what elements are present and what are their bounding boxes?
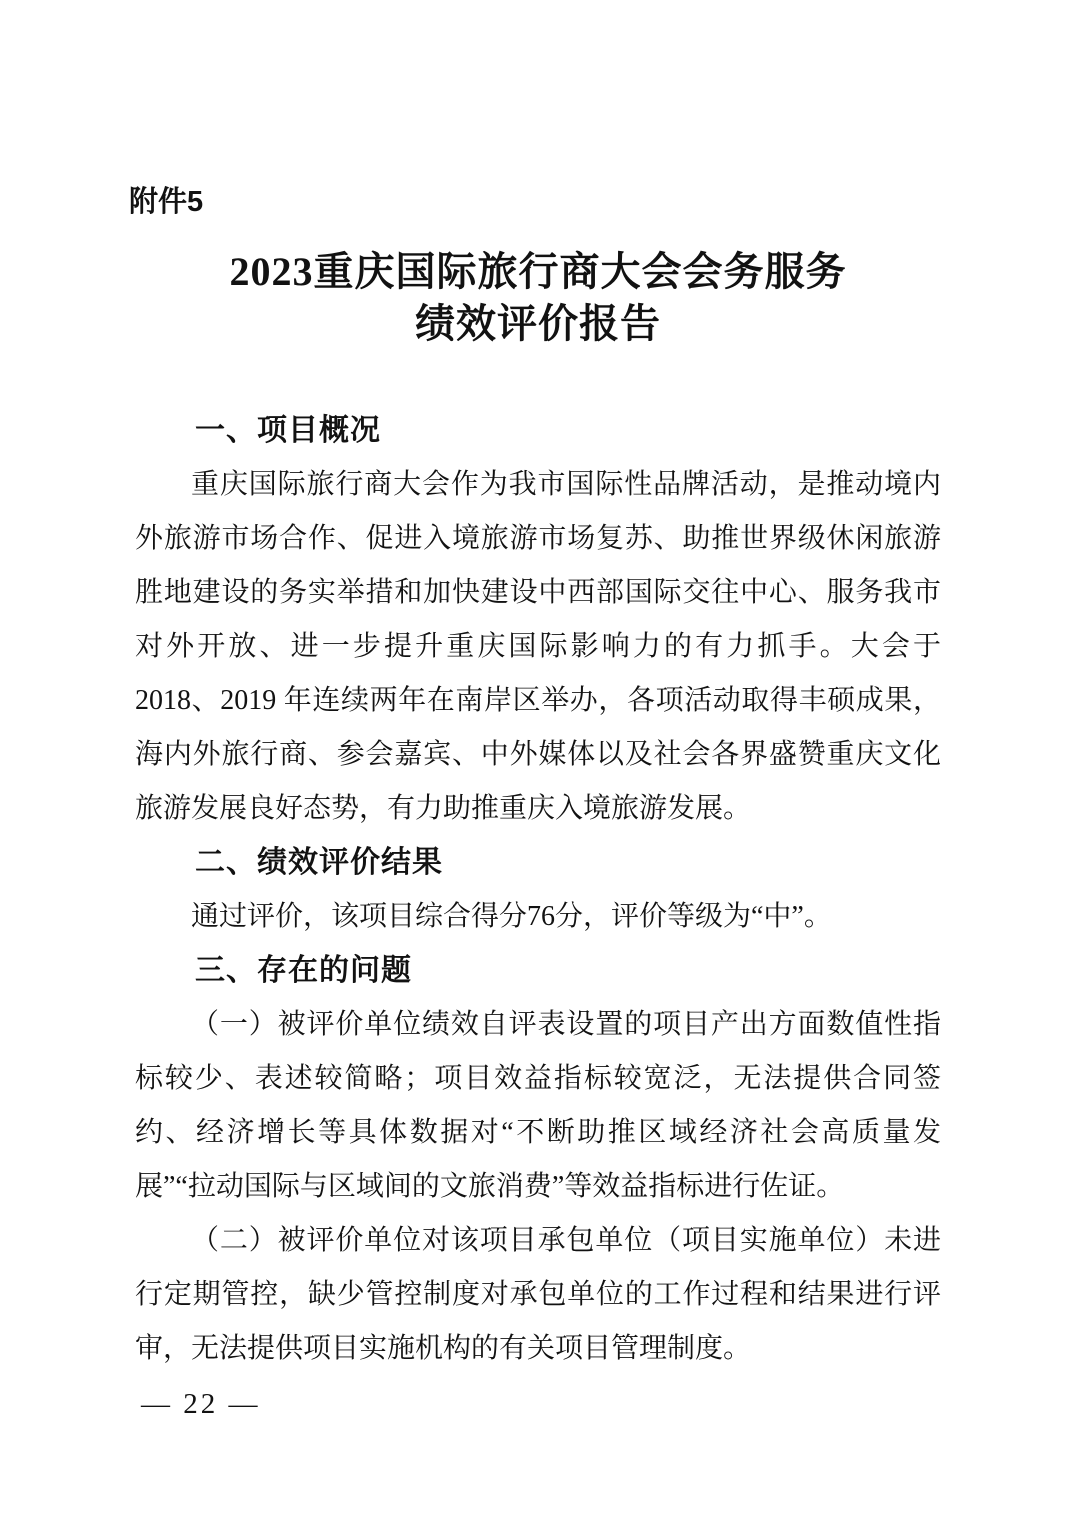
paragraph-problem-1: （一）被评价单位绩效自评表设置的项目产出方面数值性指标较少、表述较简略；项目效益指标较宽泛，无法提供合同签约、经济增长等具体数据对“不断助推区域经济社会高质量发展”“拉动国际与区域间的文旅消费”等效益指标进行佐证。 bbox=[135, 1009, 941, 1202]
section-heading-evaluation-results: 二、绩效评价结果 bbox=[195, 846, 443, 879]
document-title bbox=[135, 246, 941, 350]
section-heading-existing-problems: 三、存在的问题 bbox=[195, 954, 412, 987]
attachment-label: 附件5 bbox=[129, 186, 204, 218]
section-heading-project-overview: 一、项目概况 bbox=[195, 414, 381, 447]
paragraph-project-overview: 重庆国际旅行商大会作为我市国际性品牌活动，是推动境内外旅游市场合作、促进入境旅游市场复苏、助推世界级休闲旅游胜地建设的务实举措和加快建设中西部国际交往中心、服务我市对外开放、进一步提升重庆国际影响力的有力抓手。大会于 2018、2019 年连续两年在南岸区举办，各项活动取得丰硕成果，海内外旅行商、参会嘉宾、中外媒体以及社会各界盛赞重庆文化旅游发展良好态势，有力助推重庆入境旅游发展。 bbox=[135, 469, 941, 824]
document-title-line-2: 绩效评价报告 bbox=[415, 301, 661, 346]
document-title-line-1: 2023重庆国际旅行商大会会务服务 bbox=[229, 249, 847, 294]
document-body bbox=[135, 404, 941, 1376]
paragraph-problem-2: （二）被评价单位对该项目承包单位（项目实施单位）未进行定期管控，缺少管控制度对承包单位的工作过程和结果进行评审，无法提供项目实施机构的有关项目管理制度。 bbox=[135, 1225, 941, 1364]
paragraph-evaluation-results: 通过评价，该项目综合得分76分，评价等级为“中”。 bbox=[191, 901, 832, 932]
page-number: — 22 — bbox=[141, 1388, 261, 1420]
